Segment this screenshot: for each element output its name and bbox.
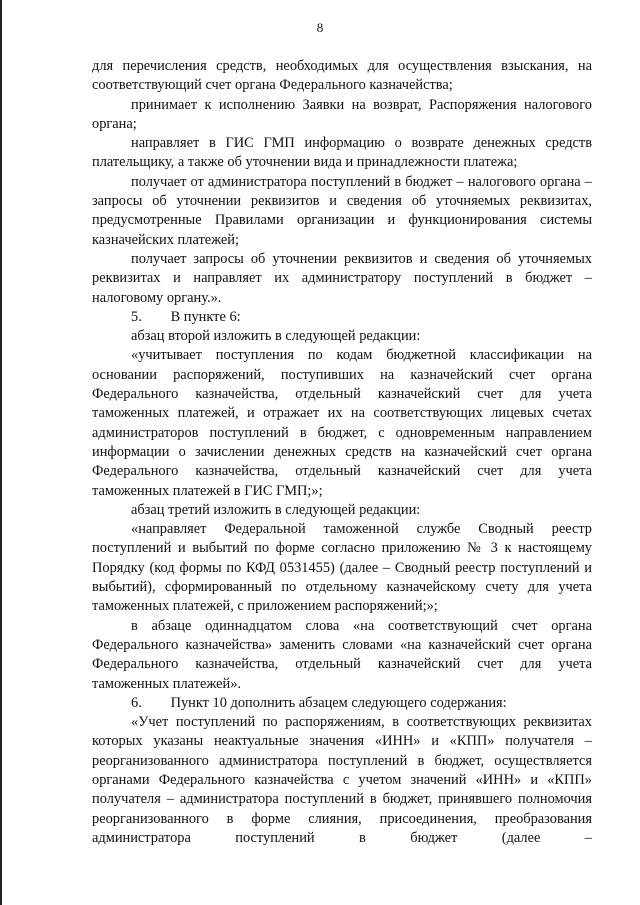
paragraph: абзац третий изложить в следующей редакции: [131, 501, 421, 518]
paragraph: получает запросы об уточнении реквизитов и сведения об уточняемых реквизитах и направляет их администратору поступлений в бюджет – налоговому органу.». [92, 250, 592, 306]
document-body [92, 57, 592, 848]
paragraph: принимает к исполнению Заявки на возврат, Распоряжения налогового органа; [92, 96, 592, 132]
page-number: 8 [316, 20, 324, 35]
paragraph: 6. Пункт 10 дополнить абзацем следующего содержания: [131, 694, 507, 711]
paragraph: «Учет поступлений по распоряжениям, в соответствующих реквизитах которых указаны неактуальные значения «ИНН» и «КПП» получателя – реорганизованного администратора поступлений в бюджет, осуществляется органами Федерального казначейства с учетом значений «ИНН» и «КПП» получателя – администратора поступлений в бюджет, принявшего полномочия реорганизованного в форме слияния, присоединения, преобразования администратора поступлений в бюджет (далее – [92, 714, 592, 846]
paragraph: абзац второй изложить в следующей редакции: [131, 328, 421, 345]
paragraph: направляет в ГИС ГМП информацию о возврате денежных средств плательщику, а также об уточнении вида и принадлежности платежа; [92, 135, 592, 171]
paragraph: получает от администратора поступлений в бюджет – налогового органа – запросы об уточнении реквизитов и сведения об уточняемых реквизитах, предусмотренные Правилами организации и функционирования системы казначейских платежей; [92, 173, 592, 248]
paragraph: в абзаце одиннадцатом слова «на соответствующий счет органа Федерального казначейства» заменить словами «на казначейский счет органа Федерального казначейства, отдельный казначейский счет для учета таможенных платежей». [92, 617, 592, 692]
paragraph: «направляет Федеральной таможенной службе Сводный реестр поступлений и выбытий по форме согласно приложению № 3 к настоящему Порядку (код формы по КФД 0531455) (далее – Сводный реестр поступлений и выбытий), сформированный по отдельному казначейскому счету для учета таможенных платежей, с приложением распоряжений;»; [92, 521, 592, 615]
paragraph: 5. В пункте 6: [131, 308, 241, 325]
paragraph: для перечисления средств, необходимых для осуществления взыскания, на соответствующий счет органа Федерального казначейства; [92, 58, 592, 94]
paragraph: «учитывает поступления по кодам бюджетной классификации на основании распоряжений, поступивших на казначейский счет органа Федерального казначейства, отдельный казначейский счет для учета таможенных платежей, и отражает их на соответствующих лицевых счетах администраторов поступлений в бюджет, с одновременным направлением информации о зачислении денежных средств на казначейский счет органа Федерального казначейства, отдельный казначейский счет для учета таможенных платежей в ГИС ГМП;»; [92, 347, 592, 499]
